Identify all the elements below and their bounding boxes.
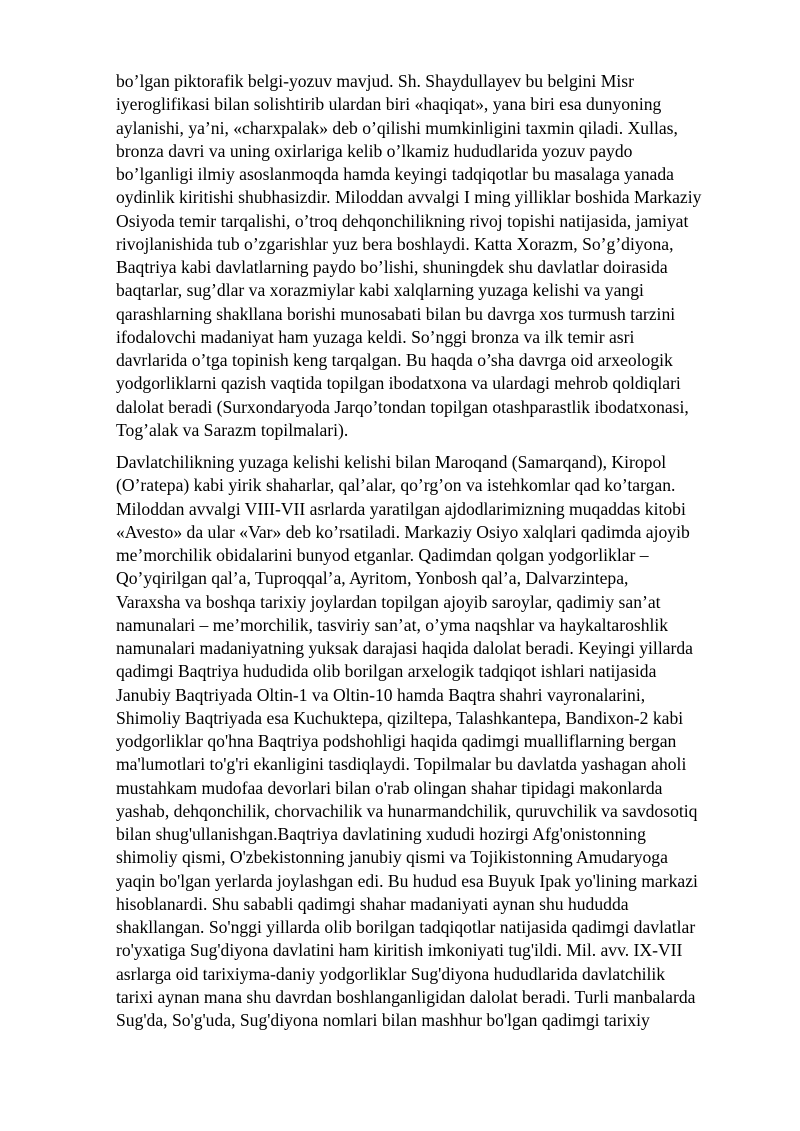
text-line: namunalari madaniyatning yuksak darajasi haqida dalolat beradi. Keyingi yillarda	[116, 638, 693, 658]
text-line: Shimoliy Baqtriyada esa Kuchuktepa, qiziltepa, Talashkantepa, Bandixon-2 kabi	[116, 707, 684, 728]
text-line: davrlarida o’tga topinish keng tarqalgan. Bu haqda o’sha davrga oid arxeologik	[116, 350, 673, 370]
text-line: iyeroglifikasi bilan solishtirib ulardan biri «haqiqat», yana biri esa dunyoning	[116, 94, 662, 115]
text-line: rivojlanishida tub o’zgarishlar yuz bera boshlaydi. Katta Xorazm, So’g’diyona,	[116, 233, 674, 254]
text-line: bronza davri va uning oxirlariga kelib o’lkamiz hududlarida yozuv paydo	[116, 140, 633, 161]
text-line: ma'lumotlari to'g'ri ekanligini tasdiqlaydi. Topilmalar bu davlatda yashagan aholi	[116, 754, 687, 775]
text-line: shakllangan. So'nggi yillarda olib borilgan tadqiqotlar natijasida qadimgi davlatlar	[116, 917, 696, 937]
text-line: namunalari – me’morchilik, tasviriy san’at, o’yma naqshlar va haykaltaroshlik	[116, 614, 669, 635]
paragraph-1	[116, 70, 712, 442]
text-line: bo’lganligi ilmiy asoslanmoqda hamda keyingi tadqiqotlar bu masalaga yanada	[116, 164, 674, 184]
text-line: Sug'da, So'g'uda, Sug'diyona nomlari bilan mashhur bo'lgan qadimgi tarixiy	[116, 1010, 650, 1030]
text-line: bilan shug'ullanishgan.Baqtriya davlatining xududi hozirgi Afg'onistonning	[116, 824, 646, 844]
text-line: Tog’alak va Sarazm topilmalari).	[116, 419, 349, 440]
text-line: dalolat beradi (Surxondaryoda Jarqo’tondan topilgan otashparastlik ibodatxonasi,	[116, 396, 689, 417]
text-line: Baqtriya kabi davlatlarning paydo bo’lishi, shuningdek shu davlatlar doirasida	[116, 257, 668, 277]
text-line: Osiyoda temir tarqalishi, o’troq dehqonchilikning rivoj topishi natijasida, jamiyat	[116, 210, 689, 231]
text-line: yodgorliklarni qazish vaqtida topilgan ibodatxona va ulardagi mehrob qoldiqlari	[116, 373, 681, 394]
text-line: Miloddan avvalgi VIII-VII asrlarda yaratilgan ajdodlarimizning muqaddas kitobi	[116, 498, 686, 519]
text-line: ifodalovchi madaniyat ham yuzaga keldi. So’nggi bronza va ilk temir asri	[116, 326, 635, 347]
text-line: (O’ratepa) kabi yirik shaharlar, qal’alar, qo’rg’on va istehkomlar qad ko’targan.	[116, 475, 676, 496]
text-line: yodgorliklar qo'hna Baqtriya podshohligi haqida qadimgi mualliflarning bergan	[116, 731, 677, 751]
text-line: me’morchilik obidalarini bunyod etganlar. Qadimdan qolgan yodgorliklar –	[116, 545, 649, 565]
text-line: asrlarga oid tarixiyma-daniy yodgorliklar Sug'diyona hududlarida davlatchilik	[116, 963, 666, 984]
text-line: mustahkam mudofaa devorlari bilan o'rab olingan shahar tipidagi makonlarda	[116, 777, 663, 798]
text-line: Qo’yqirilgan qal’a, Tuproqqal’a, Ayritom, Yonbosh qal’a, Dalvarzintepa,	[116, 568, 629, 589]
text-line: shimoliy qismi, O'zbekistonning janubiy qismi va Tojikistonning Amudaryoga	[116, 847, 668, 868]
text-line: tarixi aynan mana shu davrdan boshlanganligidan dalolat beradi. Turli manbalarda	[116, 986, 696, 1007]
text-line: yashab, dehqonchilik, chorvachilik va hunarmandchilik, quruvchilik va savdosotiq	[116, 800, 698, 821]
paragraph-2	[116, 451, 712, 1032]
text-line: Janubiy Baqtriyada Oltin-1 va Oltin-10 hamda Baqtra shahri vayronalarini,	[116, 684, 646, 705]
text-line: qarashlarning shakllana borishi munosabati bilan bu davrga xos turmush tarzini	[116, 303, 676, 324]
text-line: aylanishi, ya’ni, «charxpalak» deb o’qilishi mumkinligini taxmin qiladi. Xullas,	[116, 117, 678, 138]
document-page	[116, 70, 712, 1032]
text-line: oydinlik kiritishi shubhasizdir. Miloddan avvalgi I ming yilliklar boshida Markaziy	[116, 187, 702, 208]
text-line: hisoblanardi. Shu sababli qadimgi shahar madaniyati aynan shu hududda	[116, 893, 629, 914]
text-line: «Avesto» da ular «Var» deb ko’rsatiladi. Markaziy Osiyo xalqlari qadimda ajoyib	[116, 521, 690, 542]
text-line: baqtarlar, sug’dlar va xorazmiylar kabi xalqlarning yuzaga kelishi va yangi	[116, 280, 644, 301]
text-line: bo’lgan piktorafik belgi-yozuv mavjud. Sh. Shaydullayev bu belgini Misr	[116, 71, 634, 91]
text-line: Davlatchilikning yuzaga kelishi kelishi bilan Maroqand (Samarqand), Kiropol	[116, 452, 667, 472]
text-line: yaqin bo'lgan yerlarda joylashgan edi. Bu hudud esa Buyuk Ipak yo'lining markazi	[116, 870, 698, 891]
text-line: ro'yxatiga Sug'diyona davlatini ham kiritish imkoniyati tug'ildi. Mil. avv. IX-VII	[116, 940, 683, 961]
text-line: qadimgi Baqtriya hududida olib borilgan arxelogik tadqiqot ishlari natijasida	[116, 661, 657, 682]
text-line: Varaxsha va boshqa tarixiy joylardan topilgan ajoyib saroylar, qadimiy san’at	[116, 591, 661, 612]
